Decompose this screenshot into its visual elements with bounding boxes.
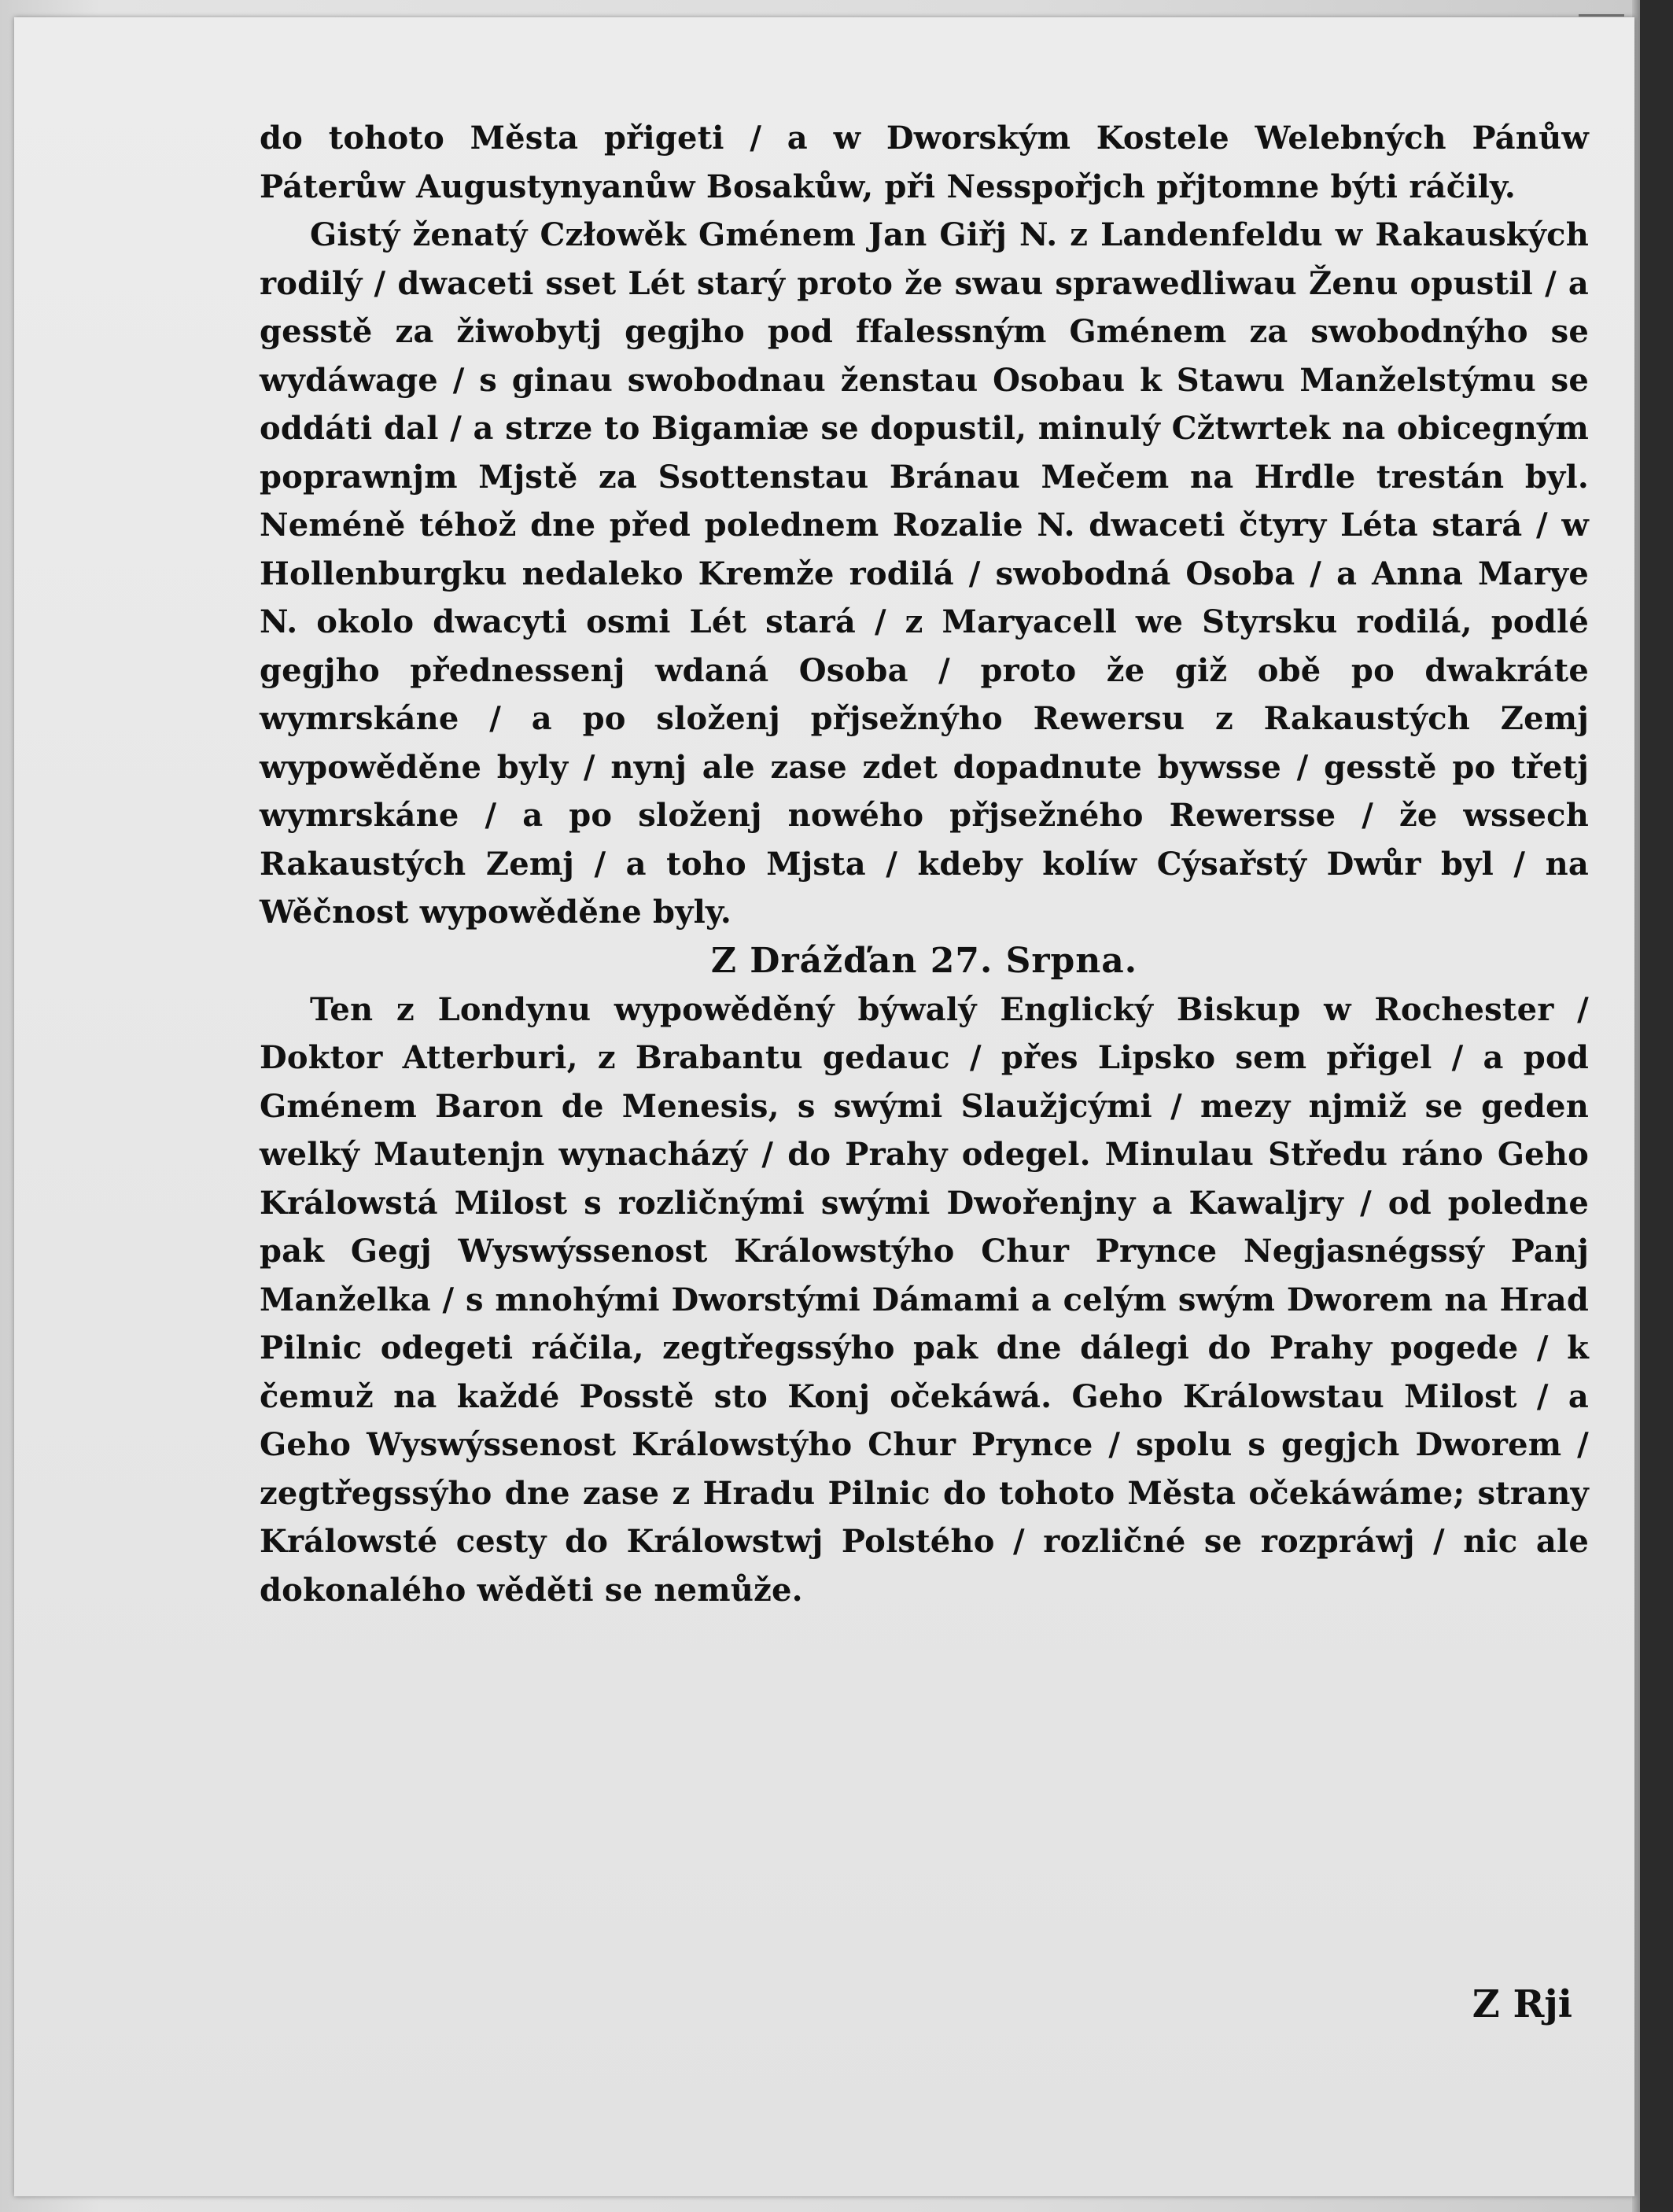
- paragraph-2: Gistý ženatý Człowěk Gménem Jan Giřj N. z Landenfeldu w Rakauských rodilý / dwaceti sset Lét starý proto že swau sprawedliwau Ženu opustil / a gesstě za žiwobytj gegjho pod ffalessným Gménem za swobodnýho se wydáwage / s ginau swobodnau ženstau Osobau k Stawu Manželstýmu se oddáti dal / a strze to Bigamiæ se dopustil, minulý Cžtwrtek na obicegným poprawnjm Mjstě za Ssottenstau Bránau Mečem na Hrdle trestán byl. Neméně téhož dne před polednem Rozalie N. dwaceti čtyry Léta stará / w Hollenburgku nedaleko Kremže rodilá / swobodná Osoba / a Anna Marye N. okolo dwacyti osmi Lét stará / z Maryacell we Styrsku rodilá, podlé gegjho přednessenj wdaná Osoba / proto že giž obě po dwakráte wymrskáne / a po složenj přjsežnýho Rewersu z Rakaustých Zemj wypowěděne byly / nynj ale zase zdet dopadnute bywsse / gesstě po třetj wymrskáne / a po složenj nowého přjsežného Rewersse / že wssech Rakaustých Zemj / a toho Mjsta / kdeby kolíw Cýsařstý Dwůr byl / na Wěčnost wypowěděne byly.: [260, 216, 1589, 931]
- body-text: [260, 114, 1589, 1614]
- catchword: Z Rji: [1472, 1982, 1572, 2026]
- scanner-edge: [1640, 0, 1673, 2212]
- dateline-heading: Z Drážďan 27. Srpna.: [710, 940, 1138, 981]
- paragraph-1: do tohoto Města přigeti / a w Dworským Kostele Welebných Pánůw Páterůw Augustynyanůw Bosakůw, při Nesspořjch přjtomne býti ráčily.: [260, 120, 1589, 205]
- scan-mark: [1579, 14, 1624, 17]
- paragraph-3: Ten z Londynu wypowěděný býwalý Englický Biskup w Rochester / Doktor Atterburi, z Brabantu gedauc / přes Lipsko sem přigel / a pod Gménem Baron de Menesis, s swými Slaužjcými / mezy njmiž se geden welký Mautenjn wynacházý / do Prahy odegel. Minulau Středu ráno Geho Králowstá Milost s rozličnými swými Dwořenjny a Kawaljry / od poledne pak Gegj Wyswýssenost Králowstýho Chur Prynce Negjasnégssý Panj Manželka / s mnohými Dworstými Dámami a celým swým Dworem na Hrad Pilnic odegeti ráčila, zegtřegssýho pak dne dálegi do Prahy pogede / k čemuž na každé Posstě sto Konj očekáwá. Geho Králowstau Milost / a Geho Wyswýssenost Králowstýho Chur Prynce / spolu s gegjch Dworem / zegtřegssýho dne zase z Hradu Pilnic do tohoto Města očekáwáme; strany Králowsté cesty do Králowstwj Polstého / rozličné se rozpráwj / nic ale dokonalého wěděti se nemůže.: [260, 990, 1589, 1609]
